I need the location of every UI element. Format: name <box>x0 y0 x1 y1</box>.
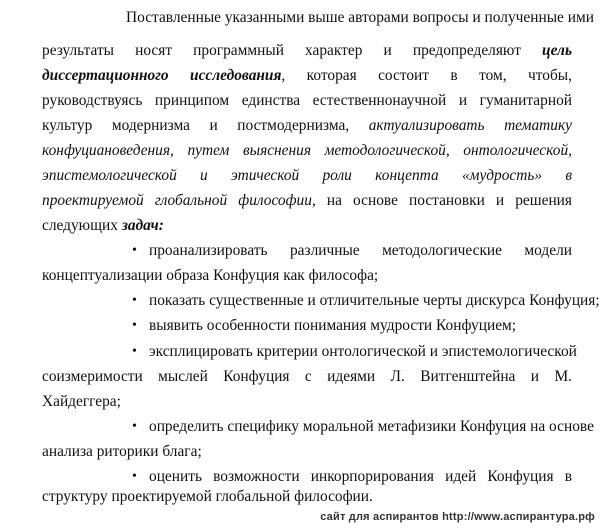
list-item-continuation <box>42 392 121 412</box>
list-item <box>149 342 577 362</box>
paragraph-line <box>42 41 572 61</box>
paragraph-line <box>42 91 572 111</box>
list-item-text: Хайдеггера; <box>42 393 121 410</box>
italic-text: проектируемой глобальной философии <box>42 192 312 209</box>
emphasis-text: задач: <box>121 217 164 234</box>
bullet-icon: • <box>132 293 137 308</box>
paragraph-line <box>42 166 572 186</box>
site-footer: сайт для аспирантов http://www.аспирантура.рф <box>320 511 595 523</box>
list-item <box>149 417 594 437</box>
paragraph-text: результаты носят программный характер и предопределяют <box>42 42 521 59</box>
bullet-icon: • <box>132 469 137 484</box>
list-item <box>149 291 600 311</box>
paragraph-line <box>42 116 572 136</box>
list-item-text: соизмеримости мыслей Конфуция с идеями Л. Витгенштейна и М. <box>42 368 572 385</box>
bullet-icon: • <box>132 243 137 258</box>
italic-text: эпистемологической и этической роли концепта «мудрость» в <box>42 167 572 184</box>
emphasis-text: диссертационного исследования <box>42 67 282 84</box>
list-item-continuation <box>42 367 572 387</box>
paragraph-text: культур модернизма и постмодернизма, <box>42 117 350 134</box>
paragraph-line <box>42 216 164 236</box>
list-item-text: концептуализации образа Конфуция как философа; <box>42 267 379 284</box>
paragraph-line <box>42 191 572 211</box>
list-item-text: эксплицировать критерии онтологической и эпистемологической <box>149 343 577 360</box>
paragraph-text: Поставленные указанными выше авторами вопросы и полученные ими <box>126 9 594 26</box>
list-item-text: проанализировать различные методологические модели <box>149 242 572 259</box>
paragraph-line <box>42 66 572 86</box>
paragraph-text: следующих <box>42 217 118 234</box>
paragraph-text: , которая состоит в том, чтобы, <box>281 67 572 84</box>
list-item <box>149 467 572 487</box>
list-item-continuation <box>42 442 202 462</box>
paragraph-line <box>126 8 594 28</box>
list-item-text: выявить особенности понимания мудрости Конфуцием; <box>149 317 517 334</box>
list-item-text: структуру проектируемой глобальной философии. <box>42 488 373 505</box>
italic-text: конфуциановедения, путем выяснения методологической, онтологической, <box>42 142 572 159</box>
bullet-icon: • <box>132 318 137 333</box>
paragraph-text: , на основе постановки и решения <box>311 192 572 209</box>
paragraph-line <box>42 141 572 161</box>
list-item-continuation <box>42 266 378 286</box>
emphasis-text: актуализировать тематику <box>368 117 572 134</box>
list-item-text: определить специфику моральной метафизики Конфуция на основе <box>149 418 594 435</box>
bullet-icon: • <box>132 419 137 434</box>
paragraph-text: руководствуясь принципом единства естественнонаучной и гуманитарной <box>42 92 572 109</box>
emphasis-text: цель <box>542 42 572 59</box>
list-item-text: показать существенные и отличительные черты дискурса Конфуция; <box>149 292 600 309</box>
list-item-text: оценить возможности инкорпорирования идей Конфуция в <box>149 468 572 485</box>
bullet-icon: • <box>132 344 137 359</box>
list-item-text: анализа риторики блага; <box>42 443 202 460</box>
list-item-continuation <box>42 487 373 507</box>
list-item <box>149 316 516 336</box>
list-item <box>149 241 572 261</box>
